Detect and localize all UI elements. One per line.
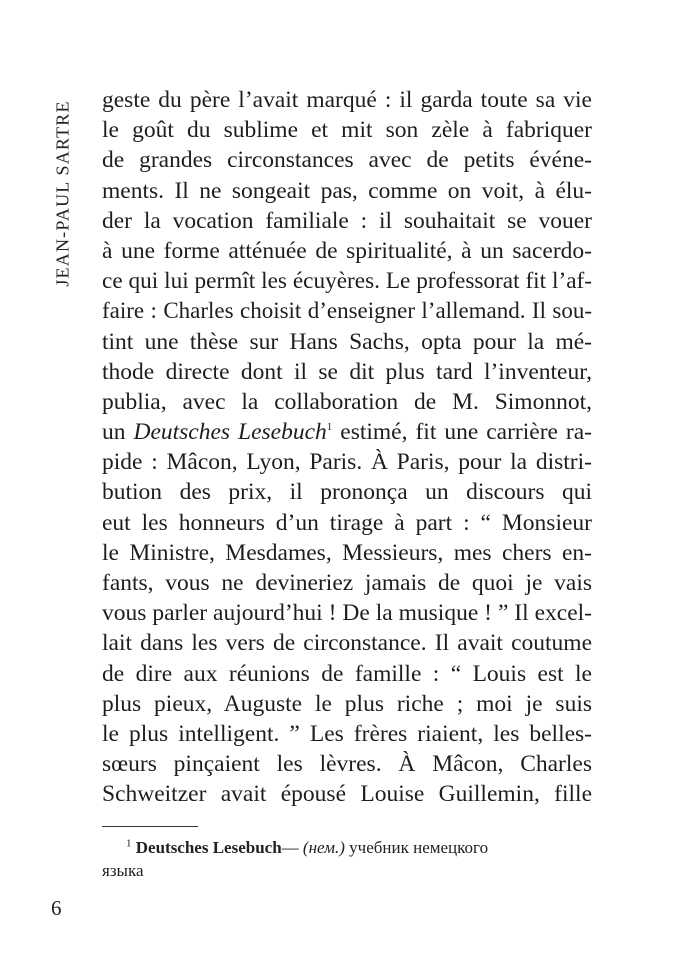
page-number: 6: [51, 896, 62, 920]
text-line: le Ministre, Mesdames, Messieurs, mes chers en-: [102, 539, 592, 566]
text-line: bution des prix, il prononça un discours qui: [102, 479, 592, 506]
text-line: der la vocation familiale : il souhaitait se vouer: [102, 207, 592, 234]
text-line: sœurs pinçaient les lèvres. À Mâcon, Charles: [102, 751, 592, 778]
text-line: pide : Mâcon, Lyon, Paris. À Paris, pour la distri-: [102, 449, 592, 476]
text-segment: un: [102, 419, 134, 446]
footnote-definition: учебник немецкого: [344, 838, 489, 857]
text-line: de grandes circonstances avec de petits événe-: [102, 147, 592, 174]
text-line: Schweitzer avait épousé Louise Guillemin, fille: [102, 781, 592, 808]
text-line: fants, vous ne devineriez jamais de quoi je vais: [102, 570, 592, 596]
text-line: de dire aux réunions de famille : “ Louis est le: [102, 660, 592, 687]
running-head: [51, 83, 75, 303]
footnote-term: Deutsches Lesebuch: [135, 838, 282, 857]
footnote-abbrev: (нем.): [302, 838, 345, 857]
book-title: Deutsches Lesebuch: [133, 419, 327, 446]
text-line: thode directe dont il se dit plus tard l’inventeur,: [102, 358, 592, 385]
text-line: ments. Il ne songeait pas, comme on voit, à élu-: [102, 177, 592, 204]
body-text: [102, 85, 592, 810]
text-line: geste du père l’avait marqué : il garda toute sa vie: [102, 87, 592, 113]
text-line: tint une thèse sur Hans Sachs, opta pour la mé-: [102, 328, 592, 355]
text-line: [102, 417, 592, 447]
text-line: faire : Charles choisit d’enseigner l’allemand. Il sou-: [102, 298, 592, 324]
text-segment: estimé, fit une carrière ra-: [332, 419, 593, 446]
text-line: le goût du sublime et mit son zèle à fabriquer: [102, 117, 592, 144]
text-line: lait dans les vers de circonstance. Il avait coutume: [102, 630, 592, 657]
text-line: le plus intelligent. ” Les frères riaient, les belles-: [102, 720, 592, 747]
text-line: ce qui lui permît les écuyères. Le professorat fit l’af-: [102, 268, 592, 295]
footnote-reference: 1: [326, 421, 333, 434]
text-line: eut les honneurs d’un tirage à part : “ Monsieur: [102, 509, 592, 536]
footnote-dash: —: [281, 838, 303, 857]
footnote-marker: 1: [126, 837, 132, 850]
text-line: publia, avec la collaboration de M. Simonnot,: [102, 388, 592, 415]
running-head-text: JEAN-PAUL SARTRE: [52, 99, 73, 287]
footnote-line: языка: [102, 861, 144, 880]
text-line: vous parler aujourd’hui ! De la musique ! ” Il excel-: [102, 600, 592, 627]
footnote-line: [102, 836, 592, 859]
text-line: à une forme atténuée de spiritualité, à un sacerdo-: [102, 237, 592, 264]
footnote: [102, 836, 592, 882]
footnote-divider: [102, 826, 198, 827]
text-line: plus pieux, Auguste le plus riche ; moi je suis: [102, 690, 592, 717]
